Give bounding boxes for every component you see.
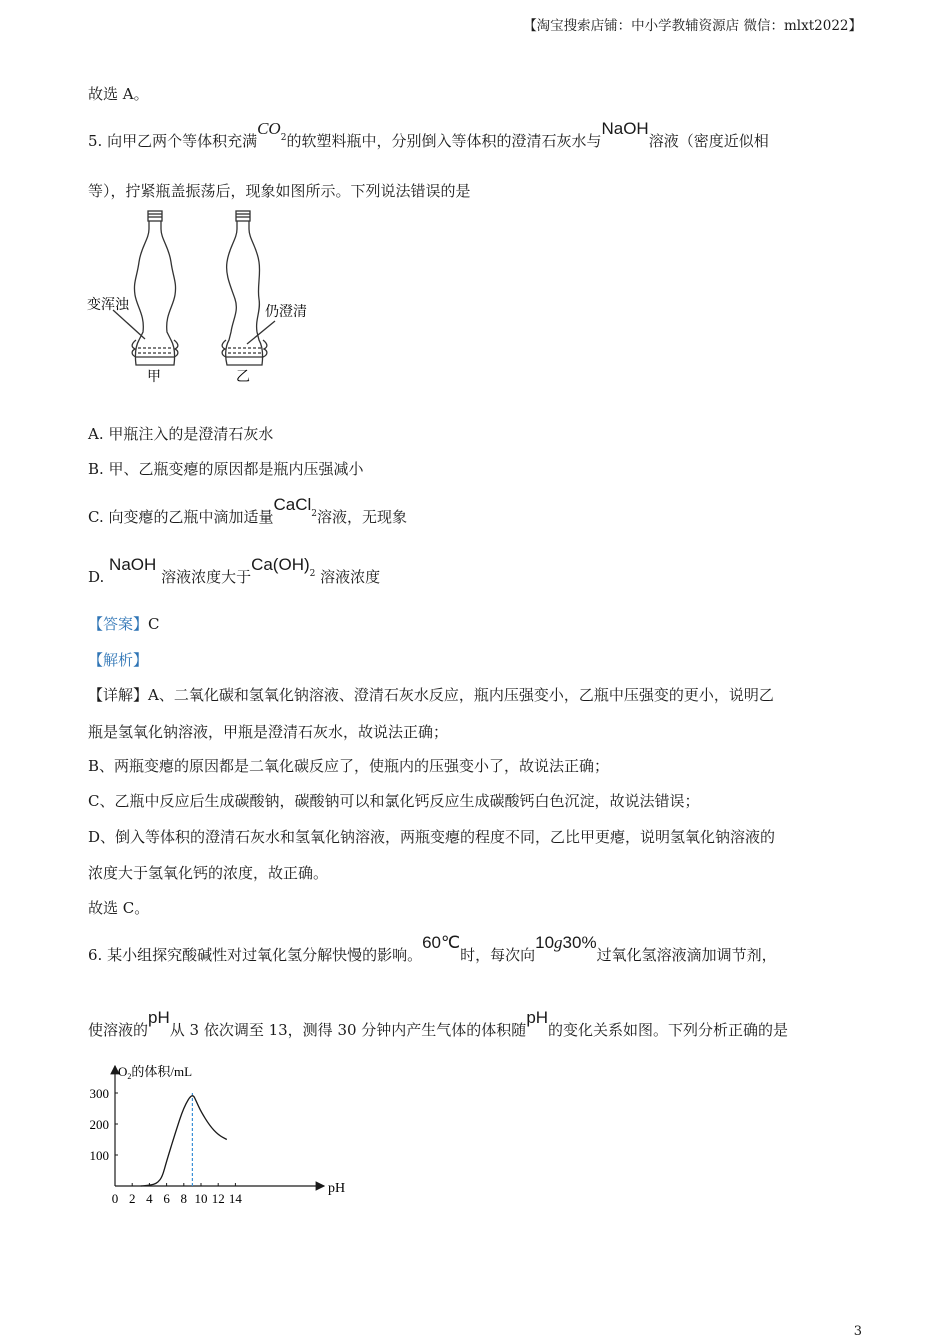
y-axis-label: $O_2$的体积/mL — [118, 1064, 193, 1081]
option-c: C. 向变瘪的乙瓶中滴加适量CaCl$^2$溶液，无现象 — [88, 495, 408, 526]
label-jia: 甲 — [147, 370, 161, 385]
page-number: 3 — [853, 1324, 862, 1339]
detail-line-3: B、两瓶变瘪的原因都是二氧化碳反应了，使瓶内的压强变小了，故说法正确； — [88, 757, 610, 775]
final-answer: 故选 C。 — [88, 899, 150, 917]
detail-line-4: C、乙瓶中反应后生成碳酸钠，碳酸钠可以和氯化钙反应生成碳酸钙白色沉淀，故说法错误； — [88, 792, 700, 810]
x-tick-label: 8 — [180, 1191, 188, 1206]
answer-value: C — [148, 615, 160, 633]
q6-line-1: 6. 某小组探究酸碱性对过氧化氢分解快慢的影响。60℃时，每次向10g30%过氧化氢溶液滴加调节剂， — [88, 933, 777, 964]
q5-line-1: 5. 向甲乙两个等体积充满$CO^2$的软塑料瓶中，分别倒入等体积的澄清石灰水与NaOH溶液（密度近似相 — [88, 119, 769, 150]
x-tick-label: 14 — [228, 1191, 242, 1206]
x-tick-label: 4 — [146, 1191, 153, 1206]
label-yi: 乙 — [236, 370, 250, 385]
x-tick-label: 0 — [111, 1191, 119, 1206]
x-axis-label: pH — [328, 1181, 346, 1196]
option-d: D. NaOH 溶液浓度大于Ca(OH)$^2$ 溶液浓度 — [88, 555, 381, 586]
bottle-yi — [222, 211, 275, 365]
note-turbid: 变浑浊 — [87, 298, 129, 313]
naoh-formula-d: NaOH — [109, 555, 157, 574]
option-a: A. 甲瓶注入的是澄清石灰水 — [88, 425, 274, 443]
x-tick-label: 10 — [194, 1191, 208, 1206]
detail-line-1: 【详解】A、二氧化碳和氢氧化钠溶液、澄清石灰水反应，瓶内压强变小，乙瓶中压强变的更小，说明乙 — [88, 686, 774, 704]
x-tick-label: 6 — [163, 1191, 170, 1206]
cacl2-formula: CaCl — [273, 495, 312, 514]
detail-line-5: D、倒入等体积的澄清石灰水和氢氧化钠溶液，两瓶变瘪的程度不同，乙比甲更瘪，说明氢氧化钠溶液的 — [88, 828, 776, 846]
answer-tag: 【答案】 — [88, 615, 149, 633]
y-tick-label: 200 — [89, 1117, 109, 1132]
bottle-jia — [113, 211, 178, 365]
analysis-tag: 【解析】 — [88, 651, 149, 669]
detail-line-6: 浓度大于氢氧化钙的浓度，故正确。 — [88, 864, 329, 882]
prev-answer: 故选 A。 — [88, 85, 149, 103]
y-tick-label: 300 — [89, 1086, 109, 1101]
x-tick-label: 2 — [128, 1191, 136, 1206]
q6-line-2: 使溶液的pH从 3 依次调至 13，测得 30 分钟内产生气体的体积随pH的变化关系如图。下列分析正确的是 — [88, 1008, 789, 1039]
caoh2-formula: Ca(OH) — [251, 555, 310, 574]
bottles-figure — [85, 207, 325, 392]
co2-formula: CO — [257, 119, 281, 138]
ph-volume-chart — [80, 1060, 370, 1210]
answer-line — [88, 613, 160, 634]
page-header: 【淘宝搜索店铺：中小学教辅资源店 微信：mlxt2022】 — [523, 18, 862, 34]
naoh-formula: NaOH — [601, 119, 649, 138]
detail-line-2: 瓶是氢氧化钠溶液，甲瓶是澄清石灰水，故说法正确； — [88, 723, 449, 741]
option-b: B. 甲、乙瓶变瘪的原因都是瓶内压强减小 — [88, 460, 364, 478]
note-clear: 仍澄清 — [265, 305, 307, 320]
y-tick-label: 100 — [89, 1148, 109, 1163]
temperature: 60℃ — [422, 933, 461, 952]
x-tick-label: 12 — [211, 1191, 225, 1206]
series-curve — [141, 1096, 227, 1186]
q5-line-2: 等），拧紧瓶盖振荡后，现象如图所示。下列说法错误的是 — [88, 182, 471, 200]
